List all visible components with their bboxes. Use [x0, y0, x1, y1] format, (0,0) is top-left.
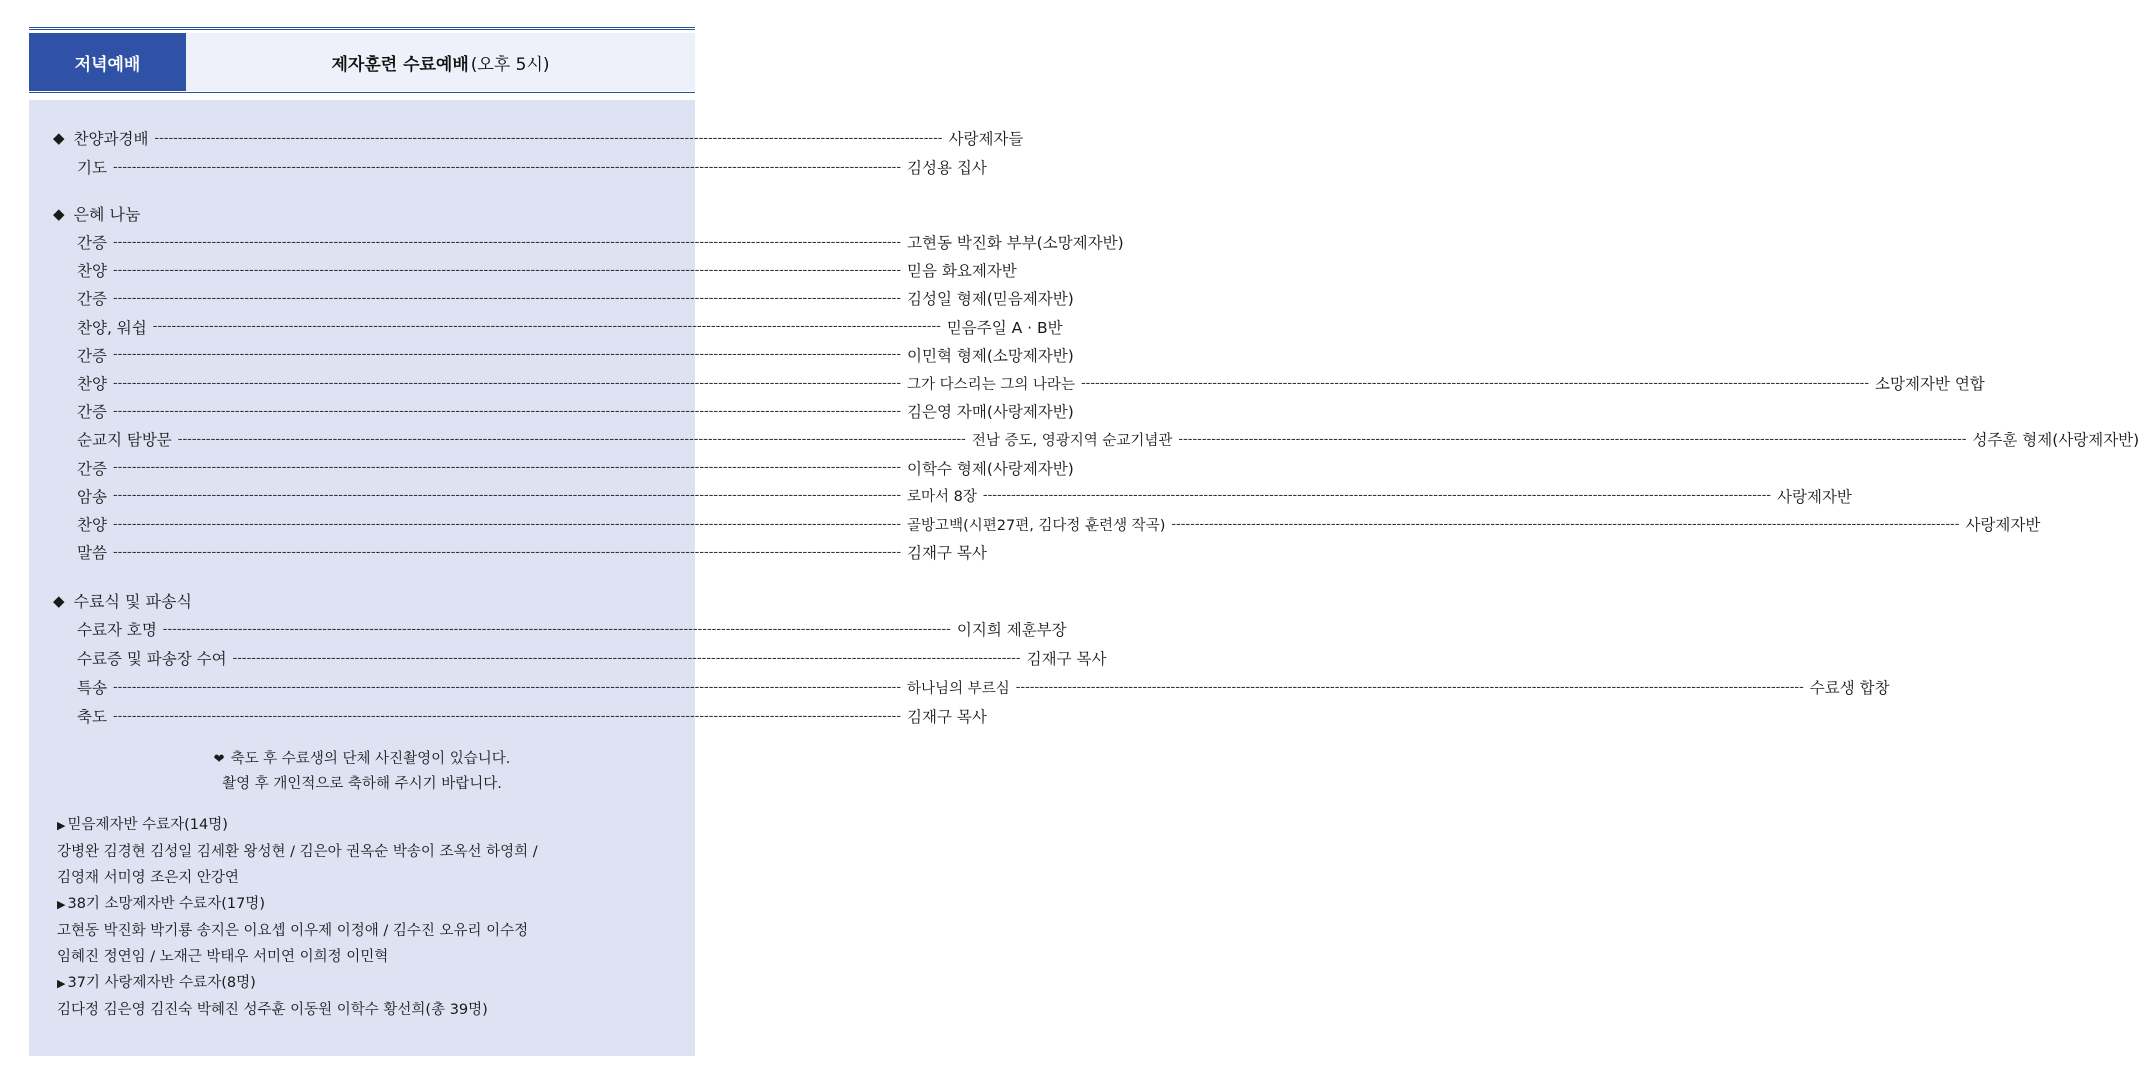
- program-row: [77, 315, 1063, 339]
- row-label-char: 특: [77, 679, 92, 697]
- section-title-text: 수료식 및 파송식: [73, 592, 192, 611]
- graduate-names: 김다정 김은영 김진숙 박혜진 성주훈 이동원 이학수 황선희(총 39명): [57, 1002, 488, 1018]
- row-value: 고현동 박진화 부부(소망제자반): [907, 234, 1124, 252]
- row-label-char: 양: [91, 262, 107, 281]
- program-row: [53, 126, 1023, 150]
- dotted-leader: [113, 263, 901, 278]
- dotted-leader: [1016, 680, 1804, 695]
- dotted-leader: [233, 651, 1021, 666]
- dotted-leader: [153, 319, 941, 334]
- diamond-icon: ◆: [53, 204, 65, 223]
- program-panel: [29, 100, 2139, 1056]
- header-title-bold: 제자훈련 수료예배: [331, 54, 469, 75]
- program-row: [77, 286, 1074, 310]
- photo-notice: [29, 747, 695, 796]
- row-value: 김은영 자매(사랑제자반): [907, 403, 1074, 422]
- row-label: 수료증 및 파송장 수여: [77, 650, 227, 668]
- program-row: [77, 456, 1074, 480]
- dotted-leader: [163, 622, 951, 637]
- row-middle-text: 골방고백(시편27편, 김다정 훈련생 작곡): [907, 517, 1166, 534]
- row-middle-text: 그가 다스리는 그의 나라는: [907, 376, 1075, 393]
- dotted-leader: [113, 460, 901, 475]
- row-label: [77, 705, 107, 727]
- dotted-leader: [1171, 517, 1959, 532]
- section-title-text: 은혜 나눔: [73, 205, 141, 224]
- dotted-leader: [113, 404, 901, 419]
- diamond-icon: ◆: [53, 591, 65, 610]
- page-header: [29, 27, 695, 93]
- dotted-leader: [983, 488, 1771, 503]
- diamond-icon: ◆: [53, 129, 65, 147]
- graduate-group-heading: [57, 812, 538, 839]
- dotted-leader: [1178, 432, 1966, 447]
- row-label-char: 말: [77, 544, 92, 563]
- dotted-leader: [113, 291, 901, 306]
- dotted-leader: [113, 680, 901, 695]
- dotted-leader: [1081, 376, 1869, 391]
- dotted-leader: [113, 488, 901, 503]
- row-label-char: 찬: [77, 262, 92, 281]
- row-middle-text: 전남 증도, 영광지역 순교기념관: [971, 432, 1173, 449]
- row-label: 찬양과경배: [73, 130, 149, 148]
- program-row: [77, 230, 1124, 254]
- row-middle-text: 로마서 8장: [907, 489, 977, 506]
- dotted-leader: [113, 235, 901, 250]
- row-value: 성주훈 형제(사랑제자반): [1972, 431, 2139, 450]
- row-label: [77, 259, 107, 281]
- row-label-char: 씀: [91, 544, 107, 563]
- row-label: [77, 400, 107, 422]
- graduate-heading-text: 37기 사랑제자반 수료자(8명): [67, 975, 256, 991]
- graduate-names: 고현동 박진화 박기룡 송지은 이요셉 이우제 이정애 / 김수진 오유리 이수정: [57, 923, 529, 939]
- dotted-leader: [113, 376, 901, 391]
- triangle-icon: ▶: [57, 898, 66, 911]
- header-title: [186, 33, 695, 91]
- program-row: [77, 646, 1107, 670]
- notice-line-2: 촬영 후 개인적으로 축하해 주시기 바랍니다.: [222, 776, 502, 792]
- program-row: [77, 675, 1890, 699]
- row-value: 김재구 목사: [907, 708, 987, 726]
- row-label-char: 증: [91, 290, 107, 309]
- graduate-names: 강병완 김경현 김성일 김세환 왕성현 / 김은아 권옥순 박송이 조옥선 하영희 /: [57, 844, 538, 860]
- row-value: 김재구 목사: [1026, 650, 1107, 668]
- row-label-char: 찬: [77, 375, 92, 393]
- row-label-char: 증: [91, 234, 107, 252]
- row-label: [77, 676, 107, 698]
- row-value: 사랑제자들: [948, 130, 1024, 148]
- row-value: 사랑제자반: [1965, 516, 2041, 534]
- row-label-char: 증: [91, 346, 107, 365]
- row-label-char: 간: [77, 403, 92, 422]
- row-label-char: 증: [91, 459, 107, 478]
- dotted-leader: [113, 347, 901, 362]
- dotted-leader: [113, 160, 901, 175]
- row-label: [77, 372, 107, 394]
- program-row: [77, 704, 987, 728]
- program-row: [77, 258, 1017, 282]
- row-label: 순교지 탐방문: [77, 431, 172, 450]
- notice-line-1: [29, 747, 695, 772]
- row-value: 이지희 제훈부장: [956, 621, 1067, 639]
- row-label: 수료자 호명: [77, 621, 157, 639]
- triangle-icon: ▶: [57, 819, 66, 832]
- row-value: 김성일 형제(믿음제자반): [907, 290, 1074, 309]
- row-label-char: 기: [77, 159, 92, 177]
- triangle-icon: ▶: [57, 977, 66, 990]
- header-title-time: (오후 5시): [470, 54, 550, 75]
- notice-text: 축도 후 수료생의 단체 사진촬영이 있습니다.: [230, 751, 511, 767]
- graduate-names: 김영재 서미영 조은지 안강연: [57, 870, 239, 886]
- graduate-heading-text: 38기 소망제자반 수료자(17명): [67, 896, 265, 912]
- row-value: 믿음주일 A · B반: [946, 318, 1063, 337]
- header-tab: 저녁예배: [29, 33, 186, 91]
- row-middle-text: 하나님의 부르심: [907, 680, 1010, 697]
- row-label: 찬양, 워쉽: [77, 318, 147, 337]
- row-label: [77, 231, 107, 253]
- row-value: 믿음 화요제자반: [907, 262, 1017, 281]
- row-label-char: 도: [91, 159, 107, 177]
- row-label-char: 간: [77, 459, 92, 478]
- program-row: [77, 155, 987, 179]
- graduate-group-heading: [57, 891, 538, 918]
- section-title: [53, 589, 192, 612]
- dotted-leader: [113, 517, 901, 532]
- graduates-list: [57, 812, 538, 1023]
- graduate-names: 임혜진 정연임 / 노재근 박태우 서미연 이희정 이민혁: [57, 949, 389, 965]
- row-label-char: 찬: [77, 516, 92, 534]
- row-value: 수료생 합창: [1809, 679, 1890, 697]
- row-value: 이학수 형제(사랑제자반): [907, 459, 1074, 478]
- row-value: 김재구 목사: [907, 544, 987, 563]
- dotted-leader: [113, 709, 901, 724]
- row-label-char: 양: [91, 516, 107, 534]
- row-label: [77, 541, 107, 563]
- row-label-char: 축: [77, 708, 92, 726]
- row-label-char: 간: [77, 234, 92, 252]
- row-label-char: 송: [91, 679, 107, 697]
- dotted-leader: [154, 131, 942, 146]
- row-label: [77, 513, 107, 535]
- section-title: [53, 202, 140, 225]
- row-value: 이민혁 형제(소망제자반): [907, 346, 1074, 365]
- program-row: [77, 371, 1985, 395]
- row-label-char: 증: [91, 403, 107, 422]
- heart-icon: ❤: [213, 752, 225, 767]
- row-label: [77, 287, 107, 309]
- program-row: [77, 617, 1067, 641]
- program-row: [77, 343, 1074, 367]
- dotted-leader: [178, 432, 966, 447]
- row-label: [77, 485, 107, 507]
- row-label-char: 암: [77, 487, 92, 506]
- row-label-char: 송: [91, 487, 107, 506]
- row-label: [77, 457, 107, 479]
- program-row: [77, 540, 987, 564]
- row-label: [77, 156, 107, 178]
- program-row: [77, 427, 2139, 451]
- program-row: [77, 399, 1074, 423]
- row-label-char: 간: [77, 290, 92, 309]
- row-value: 소망제자반 연합: [1875, 375, 1985, 393]
- row-label-char: 양: [91, 375, 107, 393]
- dotted-leader: [113, 545, 901, 560]
- program-row: [77, 484, 1852, 508]
- program-row: [77, 512, 2041, 536]
- row-label-char: 간: [77, 346, 92, 365]
- row-value: 사랑제자반: [1777, 487, 1852, 506]
- row-label-char: 도: [91, 708, 107, 726]
- row-label: [77, 344, 107, 366]
- graduate-group-heading: [57, 970, 538, 997]
- graduate-heading-text: 믿음제자반 수료자(14명): [67, 817, 228, 833]
- row-value: 김성용 집사: [907, 159, 987, 177]
